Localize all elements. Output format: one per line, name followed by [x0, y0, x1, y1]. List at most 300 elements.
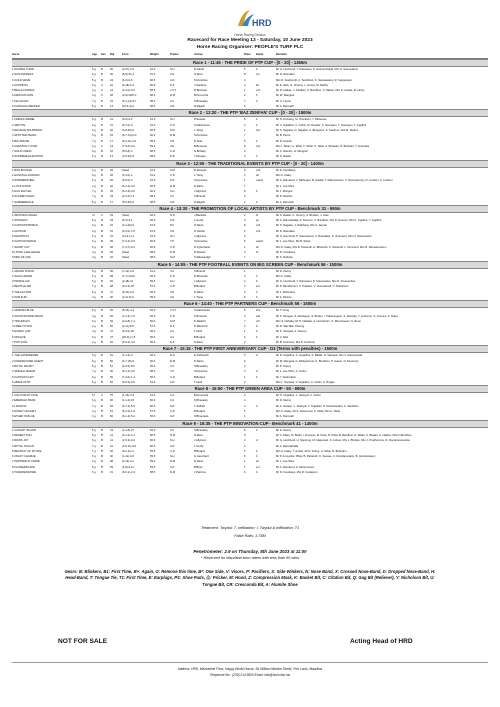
horse-rating: 20 [110, 128, 113, 132]
horse-form: (6-1-4)-5-2 [122, 415, 135, 419]
horse-form: (New) [122, 213, 130, 217]
jockey-name: S.Bheekary [194, 399, 208, 403]
jockey-name: B.Bodpul [194, 285, 205, 289]
horse-form: (3-2-11)-4 [122, 449, 134, 453]
jockey-name: D.Dhurpath [194, 274, 208, 278]
race-heading: Race 8 - 15:50 - THE PTP GREEN AREA CUP - 50 - 990m [12, 385, 488, 393]
reserved-note: * Reserved for Mauritian born riders with less than 50 wins [200, 556, 300, 560]
horse-name: 6 AFRICAN FATE [12, 94, 34, 98]
horse-sex: B [101, 335, 103, 339]
horse-weight: 59.5 [150, 280, 156, 284]
horse-form: (6-0-2)-4-0 [122, 341, 135, 345]
horse-weight: 61.0 [150, 394, 156, 398]
race-heading: Race 6 - 14:40 - THE PTP PARTNERS CUP - Benchmark 56 - 1500m [12, 300, 488, 308]
horse-name: 5 BELLA FIORINO [12, 89, 35, 93]
draw-number: 4 [244, 444, 246, 448]
horse-sex: B [101, 229, 103, 233]
horse-form: (4-8)-0-11 [122, 465, 134, 469]
horse-age: 4 g [92, 256, 96, 260]
horse-weight: 62.0 [150, 219, 156, 223]
jockey-name: D.Davis [194, 460, 204, 464]
horse-weight: 54.0 [150, 380, 156, 384]
horse-rating: 15 [110, 99, 113, 103]
trainer-name: S.H [170, 118, 175, 122]
race-heading: Race 9 - 16:35 - THE PTP INNOVATION CUP - Benchmark 41 - 1400m [12, 420, 488, 428]
trainer-name: A.R [170, 219, 175, 223]
horse-sex: B [101, 134, 103, 138]
owners-remarks: Mr S. Nagalso, D. Nagalso, K. Bongoroo, K. Seebrun, Mrs M. Taukun [276, 128, 359, 132]
horse-name: 3 LICKETIG [12, 404, 27, 408]
horse-weight: 56.0 [150, 375, 156, 379]
race-heading: Race 7 - 15:15 - THE PTP FIRST ANNIVERSARY CUP - D3 (Terms with penalties) - 1500m [12, 345, 488, 353]
col-draw: Draw [244, 53, 251, 56]
draw-number: 3 [244, 274, 246, 278]
horse-sex: B [101, 290, 103, 294]
horse-age: 4 g [92, 410, 96, 414]
owners-remarks: Mr S. Rawat [276, 155, 291, 159]
draw-number: 4 [244, 250, 246, 254]
horse-age: 6 g [92, 179, 96, 183]
horse-name: 3 DHARLIE SOUPERON [12, 128, 43, 132]
horse-rating: 20 [110, 184, 113, 188]
horse-weight: 59.5 [150, 449, 156, 453]
draw-number: 7 [244, 465, 246, 469]
owners-remarks: Mr D. Danny [276, 428, 292, 432]
horse-sex: B [101, 195, 103, 199]
horse-sex: B [101, 245, 103, 249]
horse-weight: 61.5 [150, 224, 156, 228]
horse-name: 1 GRAND VISION [12, 269, 34, 273]
horse-sex: B [101, 123, 103, 127]
horse-rating: 41 [110, 439, 113, 443]
horse-sex: B [101, 465, 103, 469]
jockey-name: S.Donohoe [194, 134, 208, 138]
jockey-name: J.Gardiner [194, 83, 207, 87]
horse-age: 7 g [92, 139, 96, 143]
horse-form: (3-0-9)-0-5 [122, 380, 135, 384]
equipment: b [256, 189, 258, 193]
horse-name: 8 FLOWERSCAPE [12, 465, 35, 469]
owners-remarks: Mr J. Lee-Shim [276, 460, 295, 464]
horse-rating: 31 [110, 224, 113, 228]
horse-sex: B [101, 399, 103, 403]
horse-rating: 23 [110, 195, 113, 199]
horse-name: 1 BON BOYAGE [12, 168, 32, 172]
trainer-name: S.H [170, 189, 175, 193]
horse-name: 4 SPECIAL BLEND [12, 370, 36, 374]
trainer-name: R.M [170, 359, 175, 363]
draw-number: 6 [244, 335, 246, 339]
owners-remarks: Mr A. Ramnath [276, 415, 294, 419]
equipment: b [256, 280, 258, 284]
owners-remarks: Mr D. Fooddeep [276, 168, 296, 172]
horse-sex: B [101, 439, 103, 443]
equipment: sb [256, 245, 259, 249]
horse-age: 7 g [92, 99, 96, 103]
horse-name: 9 TOWARENDOWE [12, 471, 37, 474]
jockey-name: S.Bheekary [194, 428, 208, 432]
horse-rating: 40 [110, 295, 113, 299]
trainer-name: D.M [170, 471, 175, 474]
jockey-name: N.Ross [194, 433, 203, 437]
draw-number: 9 [244, 433, 246, 437]
horse-rating: 47 [110, 290, 113, 294]
owners-remarks: Mr T. Peng [276, 309, 289, 313]
footer-divider [12, 662, 488, 663]
equipment: b [256, 123, 258, 127]
draw-number: 4 [244, 150, 246, 154]
draw-number: 2 [244, 341, 246, 345]
draw-number: 2 [244, 439, 246, 443]
draw-number: 5 [244, 455, 246, 459]
horse-rating: 20 [110, 73, 113, 77]
jockey-name: J.Allynson [194, 280, 207, 284]
trainer-name: C.D [170, 245, 175, 249]
horse-form: (6-8-20)-0 [122, 128, 134, 132]
race-heading: Race 1 - 11:45 - THE PRIDE OF PTP CUP - [0 - 20] - 1365m [12, 59, 488, 67]
horse-weight: 58.0 [150, 370, 156, 374]
horse-rating: 25 [110, 250, 113, 254]
horse-weight: 59.0 [150, 465, 156, 469]
horse-name: 1 DOUBLE THINK [12, 68, 35, 71]
trainer-name: S.M [170, 256, 175, 260]
horse-weight: 56.0 [150, 341, 156, 345]
equipment: b [256, 471, 258, 474]
draw-number: 5 [244, 240, 246, 244]
horse-form: (4-2-5)-8-0 [122, 364, 135, 368]
gears-legend: Gears: B: Blinkers, B1: First Time, B+: Again, O: Remove this time, B*: One Side, V: Visors, P: Pacifiers, S: Side Winkers, N: Nose Band, X: Crossed Nose-Band, D: Dropped Nose-Band, H: Head-Band, T: Tongue Tie, T1: First Time, E: Earplugs, PS: Shoe Pads, @: Pricker, M: Hood, Z: Compression Mask, K: Basket Bit, C: Citation Bit, Q: Gag Bit (Reliever), Y: Nicholson Bit, U: Tongue Bit, CR: Cresconda Bit, A: Alumite Shoe [64, 569, 436, 587]
draw-number: 1 [244, 269, 246, 273]
horse-name: 2 HANSTALLHORNAN [12, 174, 40, 178]
owners-remarks: Mr S. Ricketts [276, 256, 293, 260]
horse-rating: 58 [110, 274, 113, 278]
col-sex: Sex [101, 53, 106, 56]
horse-age: 4 g [92, 168, 96, 172]
horse-name: 3 ROYAL WILDFY [12, 364, 34, 368]
trainer-name: Y.P [170, 370, 174, 374]
horse-form: (4-18)-6-3 [122, 83, 134, 87]
horse-form: (7-7)-GOG [122, 274, 135, 278]
race-heading: Race 5 - 14:05 - THE PTP FOOTBALL EVENTS ON BIG SCREEN CUP - Benchmark 56 - 1500m [12, 261, 488, 269]
equipment: b [256, 290, 258, 294]
horse-rating: 52 [110, 280, 113, 284]
owners-remarks: Mr J. Lee-Shim [276, 184, 295, 188]
draw-number: 2 [244, 123, 246, 127]
horse-weight: 62.0 [150, 428, 156, 432]
trainer-name: P.V [170, 224, 174, 228]
jockey-name: D.Davis [194, 224, 204, 228]
horse-age: 5 f [92, 394, 95, 398]
horse-sex: B [101, 455, 103, 459]
horse-weight: 62.0 [150, 309, 156, 313]
horse-name: 7 SHORT CUT [12, 245, 30, 249]
jockey-name: S.Donohoe [194, 240, 208, 244]
jockey-name: D.Davis [194, 290, 204, 294]
horse-rating: 31 [110, 235, 113, 239]
equipment: ct [256, 370, 259, 374]
owners-remarks: Mrs K. Daley [276, 174, 292, 178]
horse-rating: 41 [110, 433, 113, 437]
horse-rating: 50 [110, 325, 113, 329]
horse-rating: 69 [110, 404, 113, 408]
horse-rating: 26 [110, 179, 113, 183]
draw-number: 5 [244, 354, 246, 358]
trainer-name: N.R [170, 213, 175, 217]
contact-line: Telephone No.: (230) 214 5600 Email: info@hrd.mhsi.mu [209, 673, 291, 677]
horse-rating: 22 [110, 83, 113, 87]
horse-weight: 60.0 [150, 189, 156, 193]
owners-remarks: Mrs I. Tahan, A. Tahar, F. Tahar, S. Tahar, A. Behadur, N. Behadur, Y. Gramdas [276, 144, 370, 148]
jockey-name: J.Patchoo [194, 471, 206, 474]
jockey-name: D.Davis [194, 184, 204, 188]
horse-form: (3-6-29)-5 [122, 155, 134, 159]
horse-sex: B [101, 78, 103, 82]
horse-weight: 59.5 [150, 139, 156, 143]
horse-sex: B [101, 444, 103, 448]
owners-remarks: Mr D. Wai Wan Cheong [276, 325, 305, 329]
jockey-name: S.Matchanan [194, 309, 210, 313]
horse-age: 6 g [92, 240, 96, 244]
horse-sex: B [101, 449, 103, 453]
trainer-name: Y.P [170, 240, 174, 244]
horse-sex: B [101, 128, 103, 132]
trainer-name: C.R [170, 150, 175, 154]
horse-name: 4 ROYAL ITALIAN [12, 444, 34, 448]
draw-number: 5 [244, 309, 246, 313]
trainer-name: R.M [170, 184, 175, 188]
horse-weight: 56.0 [150, 415, 156, 419]
jockey-name: R.Jodhenah [194, 354, 209, 358]
horse-sex: B [101, 200, 103, 204]
horse-rating: 31 [110, 471, 113, 474]
horse-age: 6 g [92, 380, 96, 384]
trainer-name: R.G [170, 354, 175, 358]
horse-age: 6 g [92, 174, 96, 178]
horse-weight: 60.5 [150, 433, 156, 437]
trainer-name: V.A [170, 269, 175, 273]
horse-rating: 17 [110, 200, 113, 204]
jockey-name: S.Bhendt [194, 269, 206, 273]
horse-name: 4 ALISTAIR [12, 229, 26, 233]
horse-age: 6 g [92, 83, 96, 87]
trainer-name: C.D [170, 174, 175, 178]
jockey-name: Y.Mungee [194, 155, 206, 159]
equipment: ct [256, 439, 259, 443]
equipment: c/u [256, 73, 260, 77]
trainer-name: V.A [170, 99, 175, 103]
horse-weight: 60.5 [150, 83, 156, 87]
owners-remarks: Mr B. Pierre [276, 134, 291, 138]
equipment: evt [256, 465, 260, 469]
owners-remarks: Mr V. Gujadhur, C. Gohin, M. Rosetel, S. Veerapen, T. Veerapen, T. Jugdhut [276, 123, 367, 127]
horse-age: 6 g [92, 455, 96, 459]
col-form: Form [122, 53, 129, 56]
horse-weight: 58.0 [150, 200, 156, 204]
owners-remarks: Mr D. Foodceep [276, 250, 296, 254]
jockey-name: R.Rowwe [194, 250, 206, 254]
horse-name: 8 CAROLINA REAPER [12, 105, 40, 109]
horse-rating: 52 [110, 380, 113, 384]
horse-form: (5-3)-3-1 [122, 219, 133, 223]
horse-name: 2 STRAIGHT [12, 219, 28, 223]
horse-form: (6-3-0)-20 [122, 330, 134, 334]
horse-age: 4 g [92, 94, 96, 98]
horse-rating: 21 [110, 123, 113, 127]
trainer-name: V.H [170, 290, 175, 294]
horse-form: (New) [122, 168, 130, 172]
owners-remarks: Mr D. Danny [276, 269, 292, 273]
jockey-name: D.Gandi [194, 68, 204, 71]
col-trainer: Trainer [170, 53, 179, 56]
address-line: Address: HRD, Mezzanine Floor, Happy World House, Sir William Newton Street, Port Louis, Mauritius [177, 667, 323, 671]
horse-name: 5 THE FACTOR [12, 290, 32, 294]
horse-age: 5 g [92, 134, 96, 138]
draw-number: 7 [244, 256, 246, 260]
horse-form: (4-9)-GPK-1 [122, 94, 137, 98]
jockey-name: B.Bhim [194, 465, 203, 469]
horse-form: (20-11)-7-5 [122, 335, 136, 339]
jockey-name: J.Allynson [194, 189, 207, 193]
draw-number: 7 [244, 99, 246, 103]
horse-form: (4-5-11)-0-0 [122, 444, 137, 448]
horse-weight: 61.0 [150, 229, 156, 233]
horse-age: 6 g [92, 123, 96, 127]
horse-sex: C [101, 144, 103, 148]
horse-name: 4 HONEY NUGGET [12, 410, 36, 414]
owners-remarks: Mr C. Ramkin, H. Mungoel [276, 150, 308, 154]
horse-rating: 38 [110, 460, 113, 464]
table-row [12, 104, 488, 109]
horse-weight: 56.0 [150, 290, 156, 294]
horse-age: 5 g [92, 428, 96, 432]
horse-name: 7 SUMMERHOLE [12, 200, 34, 204]
equipment: b [256, 428, 258, 432]
horse-name: 5 BESTDAY OF MYLIFE [12, 449, 42, 453]
horse-rating: 39 [110, 465, 113, 469]
horse-sex: B [101, 118, 103, 122]
horse-age: 4 g [92, 295, 96, 299]
horse-name: 3 PRINCE ALF [12, 280, 30, 284]
horse-age: 4 f [92, 213, 95, 217]
horse-name: 5 HAO FAZ NAL [12, 189, 32, 193]
horse-rating: 40 [110, 455, 113, 459]
horse-rating: 40 [110, 341, 113, 345]
draw-number: 1 [244, 460, 246, 464]
horse-form: (3-4-0)-1 [122, 174, 133, 178]
horse-name: 3 ROWS JOY [12, 439, 29, 443]
jockey-name: D.Dooeyle [194, 168, 207, 172]
draw-number: 8 [244, 189, 246, 193]
draw-number: 6 [244, 359, 246, 363]
horse-weight: 58.5 [150, 471, 156, 474]
horse-sex: B [101, 224, 103, 228]
horse-age: 7 g [92, 189, 96, 193]
trainer-name: S.H [170, 439, 175, 443]
owners-remarks: Mrs S. Nahaita, Mr N. Nahaita, A. Hurrochurn, S. Moorooveen, S. Rene [276, 319, 361, 323]
horse-sex: B [101, 99, 103, 103]
horse-age: 4 g [92, 184, 96, 188]
draw-number: 3 [244, 314, 246, 318]
horse-sex: B [101, 341, 103, 345]
draw-number: 1 [244, 330, 246, 334]
horse-rating: 34 [110, 229, 113, 233]
horse-age: 4 g [92, 314, 96, 318]
horse-form: (5-5)-61-4 [122, 73, 134, 77]
horse-rating: 52 [110, 319, 113, 323]
horse-name: 6 SACRED NIGHT [12, 195, 35, 199]
trainer-name: K.R [170, 465, 175, 469]
jockey-name: B.Bodpul [194, 335, 205, 339]
draw-number: 3 [244, 370, 246, 374]
jockey-name: D.Cyberhand [194, 245, 210, 249]
jockey-name: L.Tiang [194, 128, 203, 132]
owners-remarks: Mr P. Ramdhunun, S. Pratikoo, V. Venuvahsell, C. Robertson [276, 285, 349, 289]
horse-form: (6-4-3)-1-0 [122, 410, 135, 414]
jockey-name: N.Birhday [194, 150, 206, 154]
draw-number: 4 [244, 78, 246, 82]
horse-weight: 58.0 [150, 256, 156, 260]
horse-form: (4-7-18)-0 [122, 359, 134, 363]
horse-sex: B [101, 370, 103, 374]
horse-age: 5 g [92, 269, 96, 273]
trainer-name: C.D [170, 274, 175, 278]
owners-remarks: Mr S. Nagalso, J. Rathbany, Mrs A. Jaynan [276, 224, 328, 228]
horse-weight: 56.0 [150, 330, 156, 334]
races-list [12, 59, 488, 475]
horse-age: 6 g [92, 150, 96, 154]
trainer-name: S.H [170, 280, 175, 284]
trainer-name: V.H [170, 73, 175, 77]
trainer-name: R.M [170, 134, 175, 138]
horse-sex: B [101, 184, 103, 188]
col-horse: Horse [12, 53, 20, 56]
trainer-name: K.R [170, 179, 175, 183]
horse-rating: 26 [110, 174, 113, 178]
horse-age: 5 g [92, 364, 96, 368]
jockey-name: P.Nossan [194, 118, 206, 122]
jockey-name: D.Sola [194, 139, 203, 143]
trainer-name: V.R [170, 139, 175, 143]
table-row [12, 470, 488, 475]
jockey-name: T.Jodhall [194, 404, 205, 408]
horse-name: 8 LIVING CHALLENGE [12, 250, 41, 254]
draw-number: 7 [244, 134, 246, 138]
horse-sex: B [101, 73, 103, 77]
horse-age: 4 g [92, 144, 96, 148]
horse-weight: 58.5 [150, 195, 156, 199]
penetrometer-note: Penetrometer: 2.9 on Thursday, 8th June 2023 at 11:00 [193, 549, 307, 554]
owners-remarks: Mrs K. Daley, Mrs B. Peiteruth, H. Bholooth, K. Peiteruth, L. Durmond, Mrs R. Ramasundrum [276, 245, 387, 249]
trainer-name: A.D [170, 380, 175, 384]
trainer-name: S.H [170, 455, 175, 459]
horse-name: 5 BIG SMOKE [12, 139, 30, 143]
draw-number: 5 [244, 68, 246, 71]
owners-remarks: Mrs D. Seeboruth, A. Sembhoo, K. Veerasawmy, R. Suppaniyen [276, 78, 353, 82]
trainer-name: A.D [170, 78, 175, 82]
trainer-name: A.R [170, 415, 175, 419]
horse-age: 7 g [92, 444, 96, 448]
horse-form: (7-2-0)-1-1 [122, 375, 135, 379]
horse-weight: 60.0 [150, 319, 156, 323]
draw-number: 4 [244, 325, 246, 329]
horse-name: 2 SHAH NAMAR [12, 274, 33, 278]
owners-remarks: Mr D. Ramdass [276, 229, 295, 233]
horse-form: (5-4-11)-2-0 [122, 139, 137, 143]
acting-head-label: Acting Head of HRD [350, 638, 413, 645]
jockey-name: R.Rajesh [194, 200, 206, 204]
horse-weight: 60.0 [150, 359, 156, 363]
horse-rating: 50 [110, 375, 113, 379]
